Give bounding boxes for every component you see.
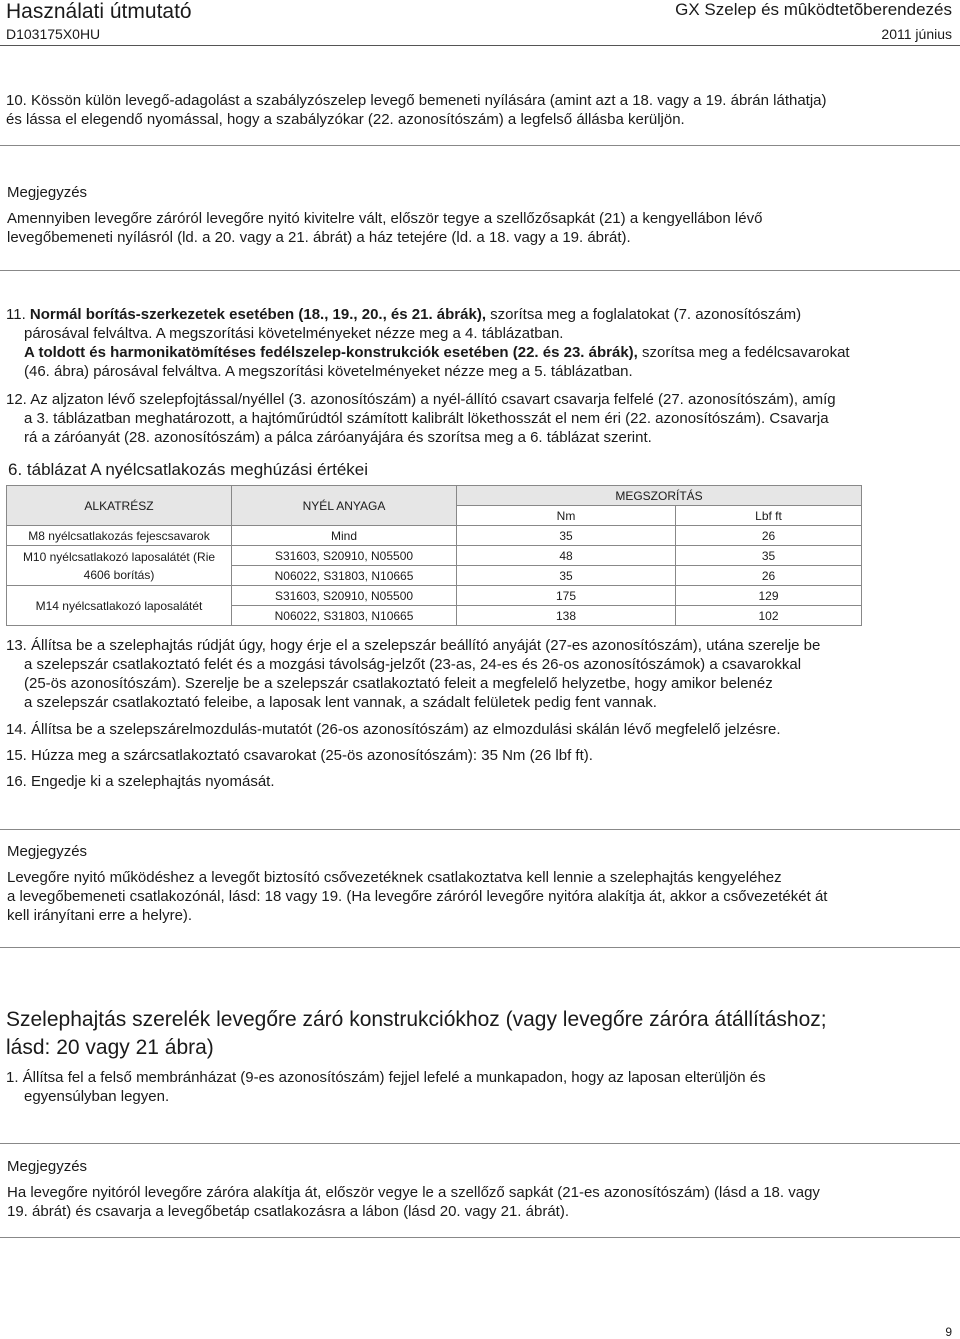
cell-material: S31603, S20910, N05500 — [232, 586, 457, 606]
step-13-line: a szelepszár csatlakoztató felét és a mozgási távolság-jelzőt (23-as, 24-es és 26-os azonosítószámok) a csavarokkal — [24, 656, 802, 673]
col-header-nm: Nm — [457, 506, 676, 526]
step-text: Engedje ki a szelephajtás nyomását. — [31, 773, 275, 790]
header-rule — [0, 45, 960, 46]
note-line: kell irányítani erre a helyre). — [7, 907, 193, 924]
step-13-line: (25-ös azonosítószám). Szerelje be a szelepszár csatlakoztató feleit a megfelelő helyzetbe, hogy amikor belenéz — [24, 675, 773, 692]
step-13 — [6, 636, 956, 655]
cell-lbf: 129 — [676, 586, 862, 606]
col-header-material: NYÉL ANYAGA — [232, 486, 457, 526]
cell-material: Mind — [232, 526, 457, 546]
cell-nm: 138 — [457, 606, 676, 626]
step-number: 16. — [6, 773, 27, 790]
cell-lbf: 35 — [676, 546, 862, 566]
step-12-line: rá a záróanyát (28. azonosítószám) a pálca záróanyájára és szorítsa meg a 6. táblázat szerint. — [24, 429, 652, 446]
step-text: Az aljzaton lévő szelepfojtással/nyéllel (3. azonosítószám) a nyél-állító csavart csavarja felfelé (27. azonosítószám), amíg — [30, 391, 836, 408]
torque-table — [6, 485, 862, 626]
table-row — [7, 546, 862, 566]
divider — [0, 145, 960, 146]
cell-material: N06022, S31803, N10665 — [232, 606, 457, 626]
cell-material: S31603, S20910, N05500 — [232, 546, 457, 566]
section-title — [6, 1006, 951, 1062]
cell-part: M8 nyélcsatlakozás fejescsavarok — [7, 526, 232, 546]
section-step-1: 1. Állítsa fel a felső membránházat (9-es azonosítószám) fejjel lefelé a munkapadon, hogy az laposan elterüljön és — [6, 1069, 766, 1086]
table-row — [7, 526, 862, 546]
step-11-line: párosával felváltva. A megszorítási követelményeket nézze meg a 4. táblázatban. — [24, 325, 564, 342]
cell-part: M10 nyélcsatlakozó laposalátét (Rie 4606 borítás) — [7, 546, 232, 586]
step-text: Állítsa be a szelephajtás rúdját úgy, hogy érje el a szelepszár beállító anyáját (27-es azonosítószám), utána szerelje be — [31, 637, 821, 654]
cell-material: N06022, S31803, N10665 — [232, 566, 457, 586]
divider — [0, 270, 960, 271]
cell-lbf: 26 — [676, 566, 862, 586]
step-text: szorítsa meg a fedélcsavarokat — [637, 344, 850, 361]
divider — [0, 829, 960, 830]
cell-nm: 35 — [457, 566, 676, 586]
note-line: levegőbemeneti nyílásról (ld. a 20. vagy a 21. ábrát) a ház tetejére (ld. a 18. vagy a 19. ábrát). — [7, 229, 631, 246]
step-12-line: a 3. táblázatban meghatározott, a hajtóműrúdtól számított kalibrált lökethosszát el nem éri (22. azonosítószám). Csavarja — [24, 410, 829, 427]
step-12 — [6, 390, 956, 409]
step-number: 11. — [6, 306, 26, 323]
note-line: Amennyiben levegőre záróról levegőre nyitó kivitelre vált, először tegye a szellőzősapkát (21) a kengyellábon lévő — [7, 210, 763, 227]
step-text: Állítsa be a szelepszárelmozdulás-mutatót (26-os azonosítószám) az elmozdulási skálán lévő megfelelő jelzésre. — [31, 721, 781, 738]
note-line: 19. ábrát) és csavarja a levegőbetáp csatlakozásra a lábon (lásd 20. vagy 21. ábrát). — [7, 1203, 569, 1220]
note-heading: Megjegyzés — [7, 184, 88, 201]
col-header-torque: MEGSZORÍTÁS — [457, 486, 862, 506]
cell-nm: 35 — [457, 526, 676, 546]
note-heading: Megjegyzés — [7, 1158, 88, 1175]
cell-part: M14 nyélcsatlakozó laposalátét — [7, 586, 232, 626]
step-number: 12. — [6, 391, 27, 408]
cell-nm: 175 — [457, 586, 676, 606]
step-16 — [6, 772, 956, 791]
step-number: 10. — [6, 92, 27, 109]
step-number: 14. — [6, 721, 27, 738]
table-title: 6. táblázat A nyélcsatlakozás meghúzási értékei — [8, 460, 369, 479]
note-line: Levegőre nyitó működéshez a levegőt biztosító csővezetéknek csatlakoztatva kell lennie a szelephajtás kengyeléhez — [7, 869, 782, 886]
step-11-line — [24, 343, 954, 362]
step-11 — [6, 305, 956, 324]
document-date: 2011 június — [881, 26, 952, 42]
step-14 — [6, 720, 956, 739]
step-15 — [6, 746, 956, 765]
cell-lbf: 26 — [676, 526, 862, 546]
cell-nm: 48 — [457, 546, 676, 566]
step-bold-text: Normál borítás-szerkezetek esetében (18., 19., 20., és 21. ábrák), — [29, 306, 486, 323]
table-row — [7, 586, 862, 606]
step-text: szorítsa meg a foglalatokat (7. azonosítószám) — [486, 306, 802, 323]
step-text: Húzza meg a szárcsatlakoztató csavarokat (25-ös azonosítószám): 35 Nm (26 lbf ft). — [31, 747, 593, 764]
step-bold-text: A toldott és harmonikatömítéses fedélszelep-konstrukciók esetében (22. és 23. ábrák), — [24, 344, 638, 361]
divider — [0, 947, 960, 948]
col-header-lbf: Lbf ft — [676, 506, 862, 526]
step-10-cont: és lássa el elegendő nyomással, hogy a szabályzókar (22. azonosítószám) a legfelső állásba kerüljön. — [6, 111, 685, 128]
cell-lbf: 102 — [676, 606, 862, 626]
step-10 — [6, 91, 956, 110]
step-number: 13. — [6, 637, 27, 654]
step-11-line: (46. ábra) párosával felváltva. A megszorítási követelményeket nézze meg a 5. táblázatban. — [24, 363, 633, 380]
manual-title: Használati útmutató — [6, 0, 192, 23]
note-line: Ha levegőre nyitóról levegőre záróra alakítja át, először vegye le a szellőző sapkát (21-es azonosítószám) (lásd a 18. vagy — [7, 1184, 820, 1201]
product-title: GX Szelep és mûködtetõberendezés — [675, 0, 952, 19]
divider — [0, 1143, 960, 1144]
section-title-line: Szelephajtás szerelék levegőre záró konstrukciókhoz (vagy levegőre záróra átállításhoz; — [6, 1008, 827, 1031]
note-line: a levegőbemeneti csatlakozónál, lásd: 18 vagy 19. (Ha levegőre záróról levegőre nyitóra alakítja át, akkor a csővezetékét át — [7, 888, 828, 905]
step-13-line: a szelepszár csatlakoztató feleibe, a laposak lent vannak, a szádalt felületek pedig fent vannak. — [24, 694, 657, 711]
col-header-part: ALKATRÉSZ — [7, 486, 232, 526]
step-text: Kössön külön levegő-adagolást a szabályzószelep levegő bemeneti nyílására (amint azt a 18. vagy a 19. ábrán láthatja) — [31, 92, 827, 109]
page-number: 9 — [945, 1325, 952, 1339]
step-number: 15. — [6, 747, 27, 764]
document-code: D103175X0HU — [6, 26, 101, 42]
section-step-1-line: egyensúlyban legyen. — [24, 1088, 170, 1105]
section-title-line: lásd: 20 vagy 21 ábra) — [6, 1036, 214, 1059]
note-heading: Megjegyzés — [7, 843, 88, 860]
divider — [0, 1237, 960, 1238]
